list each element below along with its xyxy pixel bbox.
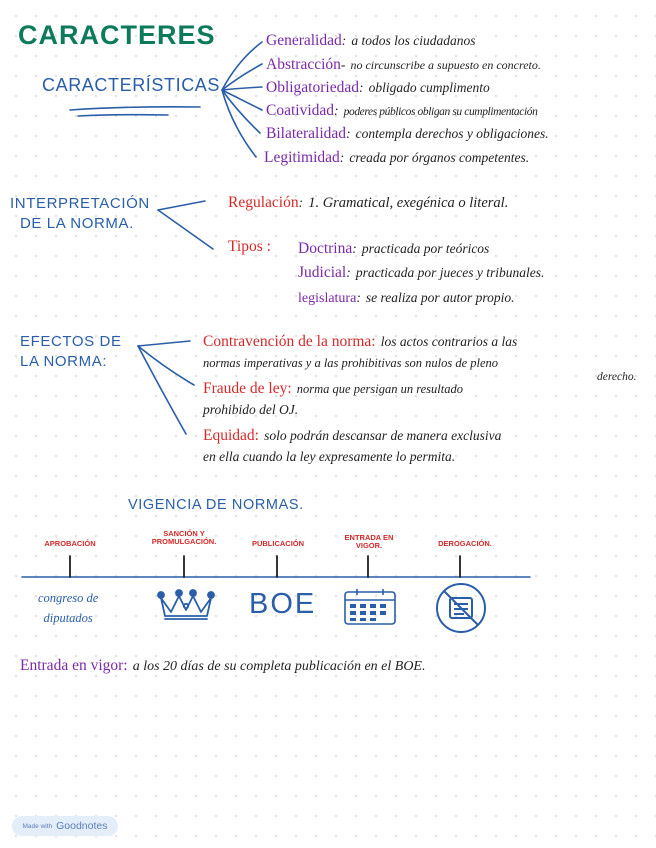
entrada-text: a los 20 días de su completa publicación en el BOE. — [132, 659, 426, 674]
caracteristica-desc: a todos los ciudadanos — [351, 33, 476, 48]
caracteristica-item: Coatividad: poderes públicos obligan su cumplimentación — [266, 102, 538, 119]
caracteristica-term: Generalidad — [266, 32, 342, 49]
caracteristica-term: Obligatoriedad — [266, 79, 359, 96]
caracteristica-item: Abstracción- no circunscribe a supuesto en concreto. — [266, 56, 541, 73]
caracteristica-item: Obligatoriedad: obligado cumplimento — [266, 79, 490, 96]
caracteristica-item: Bilateralidad: contempla derechos y obligaciones. — [266, 125, 549, 142]
regulacion-text: 1. Gramatical, exegénica o literal. — [308, 195, 509, 211]
page-title: CARACTERES — [18, 20, 216, 50]
caracteristica-desc: obligado cumplimento — [368, 80, 490, 95]
interpretacion-heading: INTERPRETACIÓN DE LA NORMA. — [10, 195, 150, 232]
tipo-item: Judicial: practicada por jueces y tribunales. — [298, 264, 545, 281]
caracteristica-item: Legitimidad: creada por órganos competentes. — [264, 149, 530, 166]
entrada-label: Entrada en vigor: — [20, 657, 128, 674]
step-label-entrada: ENTRADA EN VIGOR. — [344, 533, 394, 550]
calendar-icon — [343, 588, 397, 626]
no-document-icon — [434, 581, 488, 635]
tipo-item: Doctrina: practicada por teóricos — [298, 240, 490, 257]
caracteristica-term: Bilateralidad — [266, 125, 347, 142]
efectos-heading: EFECTOS DE LA NORMA: — [20, 333, 122, 370]
goodnotes-badge[interactable]: Made with Goodnotes — [12, 816, 118, 836]
step-label-sancion: SANCIÓN Y PROMULGACIÓN. — [151, 529, 217, 546]
caracteristica-desc: no circunscribe a supuesto en concreto. — [350, 58, 541, 72]
caracteristicas-heading: CARACTERÍSTICAS — [42, 75, 221, 95]
caracteristica-desc: contempla derechos y obligaciones. — [355, 126, 549, 141]
caracteristica-term: Coatividad — [266, 102, 335, 119]
caracteristica-item: Generalidad: a todos los ciudadanos — [266, 32, 476, 49]
tipos-label: Tipos : — [228, 238, 271, 255]
caracteristica-desc: creada por órganos competentes. — [349, 150, 530, 165]
regulacion-label: Regulación — [228, 194, 299, 211]
fraude-line2: prohibido del OJ. — [203, 402, 299, 417]
step-label-publicacion: PUBLICACIÓN — [251, 539, 305, 548]
entrada-row — [20, 655, 426, 675]
contravencion-line2: normas imperativas y a las prohibitivas son nulos de pleno — [203, 356, 499, 370]
caracteristica-term: Abstracción — [266, 56, 341, 73]
crown-icon — [155, 586, 217, 622]
tipo-item: legislatura: se realiza por autor propio. — [298, 290, 515, 306]
step-label-aprobacion: APROBACIÓN — [44, 539, 96, 548]
equidad-line2: en ella cuando la ley expresamente lo permita. — [203, 449, 456, 464]
contravencion-extra: derecho. — [597, 371, 637, 383]
caracteristica-desc: poderes públicos obligan su cumplimentación — [343, 106, 538, 118]
congreso-label: congreso de diputados — [38, 591, 99, 625]
caracteristica-term: Legitimidad — [264, 149, 340, 166]
equidad-row: Equidad: solo podrán descansar de manera exclusiva — [203, 427, 502, 444]
vigencia-heading: VIGENCIA DE NORMAS. — [128, 497, 304, 513]
fraude-row: Fraude de ley: norma que persigan un resultado — [203, 380, 463, 397]
contravencion-row: Contravención de la norma: los actos contrarios a las — [203, 333, 518, 350]
boe-label: BOE — [249, 588, 317, 620]
step-label-derogacion: DEROGACIÓN. — [438, 539, 492, 548]
regulacion-row: Regulación: 1. Gramatical, exegénica o literal. — [228, 194, 509, 211]
